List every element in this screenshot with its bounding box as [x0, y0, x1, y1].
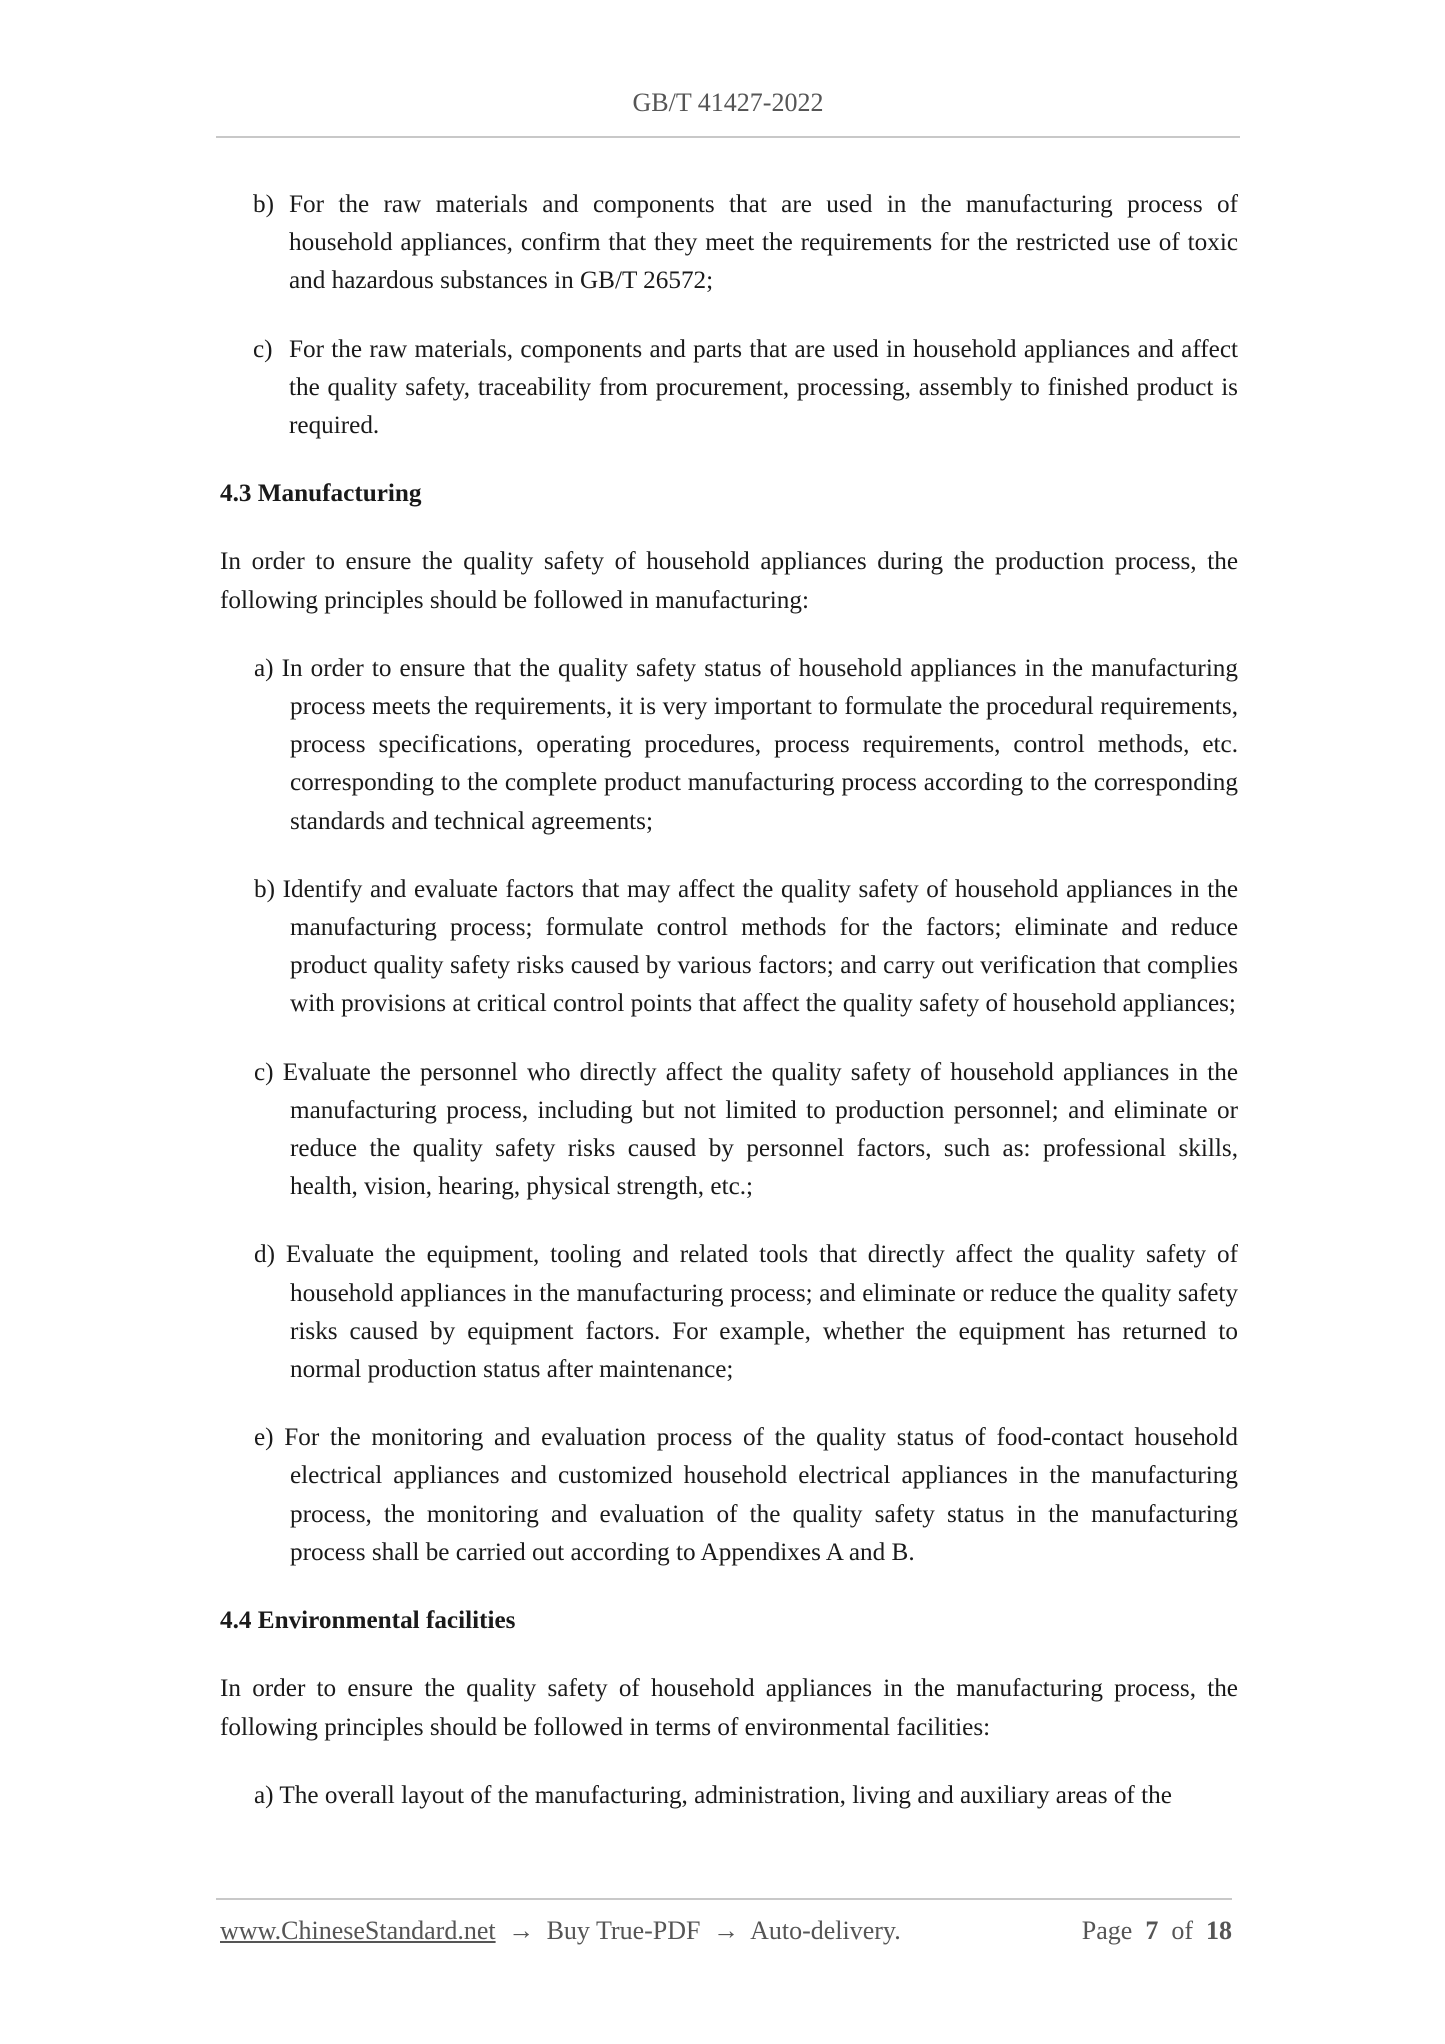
list-item: d) Evaluate the equipment, tooling and related tools that directly affect the quality safety of household appliances in the manufacturing process; and eliminate or reduce the quality safety risks caused by equipment factors. For example, whether the equipment has returned to normal production status after maintenance; [254, 1241, 1238, 1384]
site-link[interactable]: www.ChineseStandard.net [220, 1916, 496, 1945]
list-item: a) The overall layout of the manufacturing, administration, living and auxiliary areas of the [254, 1781, 1172, 1809]
document-body [220, 186, 1238, 1845]
footer-divider [216, 1898, 1232, 1900]
list-item: e) For the monitoring and evaluation process of the quality status of food-contact household electrical appliances and customized household electrical appliances in the manufacturing process, the monitoring and evaluation of the quality safety status in the manufacturing process shall be carried out according to Appendixes A and B. [254, 1424, 1238, 1566]
list-item [253, 331, 1238, 446]
arrow-right-icon: → [508, 1916, 535, 1945]
header-divider [216, 136, 1240, 138]
list-item-label: b) [253, 191, 274, 218]
arrow-right-icon: → [713, 1916, 739, 1945]
section-heading: 4.3 Manufacturing [220, 480, 422, 508]
section-heading: 4.4 Environmental facilities [220, 1607, 516, 1635]
page-total: 18 [1206, 1916, 1232, 1945]
list-item-text: For the raw materials, components and parts that are used in household appliances and affect the quality safety, traceability from procurement, processing, assembly to finished product is required. [289, 335, 1238, 440]
list-item: a) In order to ensure that the quality safety status of household appliances in the manufacturing process meets the requirements, it is very important to formulate the procedural requirements, process specifications, operating procedures, process requirements, control methods, etc. corresponding to the complete product manufacturing process according to the corresponding standards and technical agreements; [254, 654, 1238, 835]
section-intro: In order to ensure the quality safety of household appliances during the production process, the following principles should be followed in manufacturing: [220, 548, 1238, 614]
page-footer [220, 1916, 1232, 1946]
list-item-label: c) [253, 335, 273, 363]
list-item-text: For the raw materials and components that are used in the manufacturing process of household appliances, confirm that they meet the requirements for the restricted use of toxic and hazardous substances in GB/T 26572; [289, 191, 1238, 295]
buy-text: Buy True-PDF [546, 1916, 701, 1945]
delivery-text: Auto-delivery. [750, 1916, 901, 1945]
footer-left [220, 1916, 901, 1946]
list-item: b) Identify and evaluate factors that may affect the quality safety of household appliances in the manufacturing process; formulate control methods for the factors; eliminate and reduce product quality safety risks caused by various factors; and carry out verification that complies with provisions at critical control points that affect the quality safety of household appliances; [254, 875, 1238, 1018]
page-current: 7 [1145, 1916, 1159, 1945]
list-item: c) Evaluate the personnel who directly affect the quality safety of household appliances in the manufacturing process, including but not limited to production personnel; and eliminate or reduce the quality safety risks caused by personnel factors, such as: professional skills, health, vision, hearing, physical strength, etc.; [254, 1058, 1238, 1201]
list-item [253, 186, 1238, 301]
document-header: GB/T 41427-2022 [632, 88, 824, 117]
page-indicator [1082, 1916, 1232, 1946]
of-word: of [1171, 1916, 1193, 1945]
page-word: Page [1081, 1916, 1133, 1945]
section-intro: In order to ensure the quality safety of household appliances in the manufacturing process, the following principles should be followed in terms of environmental facilities: [220, 1675, 1238, 1741]
